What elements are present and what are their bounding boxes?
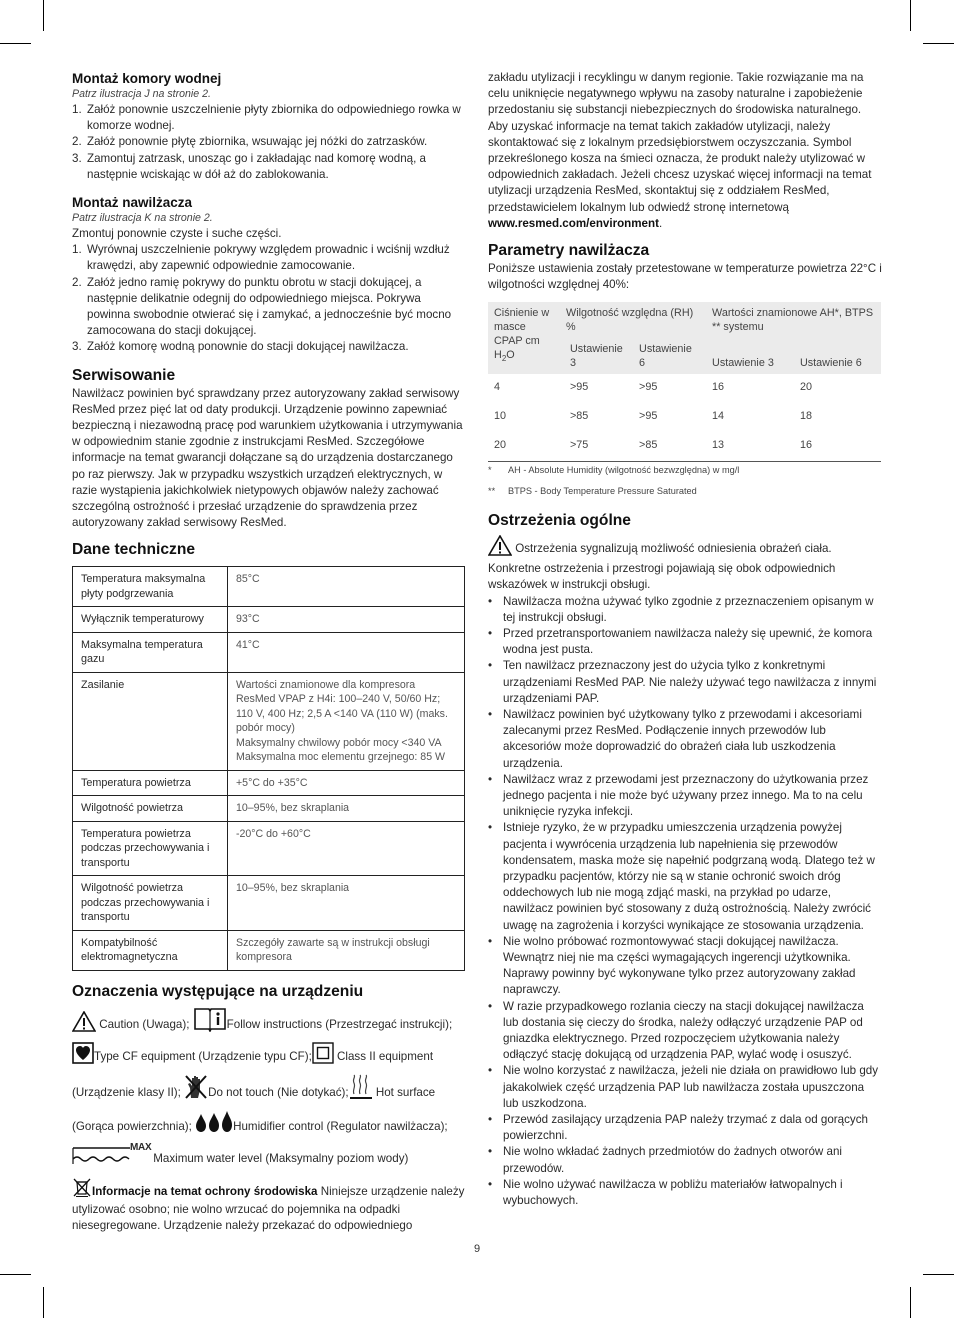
list-text: Załóż komorę wodną ponownie do stacji dokującej nawilżacza. xyxy=(87,340,409,354)
list-item xyxy=(72,134,466,150)
list-item: • W razie przypadkowego rozlania cieczy na stacji dokującej nawilżacza lub dostania się cieczy do środka, należy odłączyć urządzenie PAP od gniazdka elektrycznego. Przed rozpoczęciem użytkowania należy odłączyć stację dokującą od urządzenia PAP, wylać wodę i osuszyć. xyxy=(488,999,882,1064)
warnings-intro: Ostrzeżenia sygnalizują możliwość odniesienia obrażeń ciała. Konkretne ostrzeżenia i przestrogi pojawiają się obok odpowiednich wskazówek w instrukcji obsługi. xyxy=(488,535,882,594)
table-row xyxy=(488,374,881,403)
table-row xyxy=(73,632,465,672)
list-item: • Przewód zasilający urządzenia PAP należy trzymać z dala od gorących powierzchni. xyxy=(488,1112,882,1144)
column-header-rh: Wilgotność względna (RH) % xyxy=(562,302,702,338)
table-cell: 13 xyxy=(702,432,794,461)
do-not-touch-icon xyxy=(184,1074,208,1110)
warning-icon xyxy=(488,535,512,561)
list-item: • Istnieje ryzyko, że w przypadku umieszczenia urządzenia powyżej pacjenta i wywrócenia urządzenia lub napełnienia się przewodów kondensatem, maska może się napełnić podgrzaną wodą. Dlatego też w przypadku pacjentów, którzy nie są w stanie ochronić swoich dróg oddechowych lub nie mogą zdjąć maski, na przykład po udarze, nawilżacz powinien być stosowany z dużą ostrożnością. Należy zwrócić uwagę na zagrożenia i korzyści wynikające ze stosowania urządzenia. xyxy=(488,820,882,933)
humidifier-control-icon xyxy=(195,1110,233,1144)
section-title-symbols: Oznaczenia występujące na urządzeniu xyxy=(72,982,364,1000)
figure-reference: Patrz ilustracja K na stronie 2. xyxy=(72,212,213,225)
spec-label: Maksymalna temperatura gazu xyxy=(73,632,228,672)
column-header-ah: Wartości znamionowe AH*, BTPS ** systemu xyxy=(702,302,881,338)
list-item: • Nawilżacz wraz z przewodami jest przeznaczony do użytkowania przez jednego pacjenta i nie może być używany przez innego. Ma to na celu uniknięcie ryzyka infekcji. xyxy=(488,772,882,821)
list-text: Załóż ponownie płytę zbiornika, wsuwając jej nóżki do zatrzasków. xyxy=(87,135,428,149)
crop-mark xyxy=(43,1287,44,1318)
section-title-humidifier-parameters: Parametry nawilżacza xyxy=(488,242,650,260)
list-number: 3. xyxy=(72,340,82,354)
table-row xyxy=(488,403,881,432)
servicing-text: Nawilżacz powinien być sprawdzany przez autoryzowany zakład serwisowy ResMed przez pięć lat od daty produkcji. Urządzenie powinno zapewniać bezpieczną i niezawodną pracę pod warunkiem użytkowania i utrzymywania w odpowiednim stanie zgodnie z instrukcjami ResMed. Szczegółowe informacje na temat gwarancji dołączane są do urządzenia dostarczanego po raz pierwszy. Jak w przypadku wszystkich urządzeń elektrycznych, w razie wystąpienia jakichkolwiek nietypowych objawów należy zachować szczególną ostrożność i przesłać urządzenie do sprawdzenia przez autoryzowany zakład serwisowy ResMed. xyxy=(72,386,463,530)
list-item: • Nie wolno korzystać z nawilżacza, jeżeli nie działa on prawidłowo lub gdy jakakolwiek część urządzenia PAP lub nawilżacza została upuszczona lub uszkodzona. xyxy=(488,1063,882,1112)
footnote: ** BTPS - Body Temperature Pressure Saturated xyxy=(488,485,697,496)
symbols-text: Caution (Uwaga); Follow instructions (Przestrzegać instrukcji); Type CF equipment (Urządzenie typu CF); Class II equipment (Urządzenie klasy II); Do not touch (Nie dotykać); Hot surface (Gorąca powierzchnia); Humidifier control (Regulator nawilżacza); MAX Maximum water level (Maksymalny poziom wody) xyxy=(72,1006,466,1172)
section-title-humidifier-assembly: Montaż nawilżacza xyxy=(72,195,193,211)
spec-label: Wilgotność powietrza xyxy=(73,796,228,822)
list-text: Wyrównaj uszczelnienie pokrywy względem prowadnic i wciśnij wzdłuż krawędzi, aby zapewnić odpowiednie zamocowanie. xyxy=(87,243,450,273)
list-item: • Nie wolno wkładać żadnych przedmiotów do żadnych otworów ani przewodów. xyxy=(488,1144,882,1176)
list-item xyxy=(72,275,466,340)
table-cell: 20 xyxy=(488,432,562,461)
list-item: • Nie wolno używać nawilżacza w pobliżu materiałów łatwopalnych i wybuchowych. xyxy=(488,1177,882,1209)
table-cell: 16 xyxy=(794,432,881,461)
spec-label: Zasilanie xyxy=(73,672,228,770)
environment-text: Niniejsze urządzenie należy utylizować osobno; nie wolno wrzucać do pojemnika na odpadki niesegregowane. Urządzenie należy przekazać do odpowiedniego xyxy=(72,1184,465,1233)
right-column xyxy=(488,70,882,1209)
spec-value: Szczegóły zawarte są w instrukcji obsługi kompresora xyxy=(228,930,465,970)
environment-info xyxy=(72,1177,466,1235)
footnote: * AH - Absolute Humidity (wilgotność bezwzględna) w mg/l xyxy=(488,464,740,475)
list-item xyxy=(72,339,466,355)
list-text: Załóż ponownie uszczelnienie płyty zbiornika do odpowiedniego rowka w komorze wodnej. xyxy=(87,103,461,133)
list-item: • Nawilżacz powinien być użytkowany tylko z przewodami i akcesoriami zalecanymi przez ResMed. Podłączenie innych przewodów lub akcesoriów może doprowadzić do obrażeń ciała lub uszkodzenia urządzenia. xyxy=(488,707,882,772)
column-header-setting: Ustawienie 3 xyxy=(562,338,633,374)
technical-data-table xyxy=(72,566,465,971)
environment-link[interactable]: www.resmed.com/environment xyxy=(488,216,659,230)
spec-value: 41°C xyxy=(228,632,465,672)
type-cf-icon xyxy=(72,1042,94,1074)
crop-mark xyxy=(910,1287,911,1318)
parameters-intro: Poniższe ustawienia zostały przetestowane w temperaturze powietrza 22°C i wilgotności względnej 40%: xyxy=(488,262,882,292)
list-number: 2. xyxy=(72,275,82,289)
table-row xyxy=(73,796,465,822)
humidity-table xyxy=(488,302,881,462)
table-row xyxy=(488,432,881,461)
hot-surface-icon xyxy=(349,1074,373,1110)
table-cell: 20 xyxy=(799,381,812,394)
spec-value: +5°C do +35°C xyxy=(228,770,465,796)
humidifier-assembly-steps xyxy=(72,242,466,355)
list-number: 3. xyxy=(72,151,82,165)
column-header-setting: Ustawienie 6 xyxy=(794,338,881,374)
environment-text-continued: zakładu utylizacji i recyklingu w danym regionie. Takie rozwiązanie ma na celu uniknięcie negatywnego wpływu na zasoby naturalne i zapobieżenie przedostaniu się substancji niebezpiecznych do środowiska naturalnego. Aby uzyskać informacje na temat takich zakładów utylizacji, należy skontaktować się z lokalnym przedsiębiorstwem oczyszczania. Symbol przekreślonego kosza na śmieci oznacza, że produkt należy utylizować w odpowiednich zakładach. Jeżeli chcesz uzyskać więcej informacji na temat utylizacji urządzenia ResMed, skontaktuj się z oddziałem ResMed, przedstawicielem lokalnym lub odwiedź stronę internetową www.resmed.com/environment. xyxy=(488,71,872,230)
column-header-setting: Ustawienie 3 xyxy=(702,338,794,374)
spec-label: Temperatura powietrza xyxy=(73,770,228,796)
table-row xyxy=(73,770,465,796)
crop-mark xyxy=(0,1274,31,1275)
crop-mark xyxy=(923,1274,954,1275)
spec-label: Wyłącznik temperaturowy xyxy=(73,607,228,633)
table-row xyxy=(73,821,465,876)
table-row xyxy=(73,567,465,607)
water-chamber-steps xyxy=(72,102,466,183)
crop-mark xyxy=(43,0,44,31)
crossed-bin-icon xyxy=(72,1177,92,1202)
page-number: 9 xyxy=(473,1243,481,1255)
table-cell: >85 xyxy=(570,410,589,423)
table-cell: 4 xyxy=(494,381,501,394)
section-title-servicing: Serwisowanie xyxy=(72,366,176,384)
list-item: • Ten nawilżacz przeznaczony jest do użycia tylko z konkretnymi urządzeniami ResMed PAP. Nie należy używać tego nawilżacza z innymi urządzeniami PAP. xyxy=(488,658,882,707)
caution-icon xyxy=(72,1011,96,1042)
column-header-pressure: Ciśnienie w masce CPAP cm $H_2O$ xyxy=(488,302,562,374)
section-title-technical-data: Dane techniczne xyxy=(72,541,196,559)
list-item: • Nawilżacza można używać tylko zgodnie z przeznaczeniem opisanym w tej instrukcji obsługi. xyxy=(488,594,882,626)
left-column xyxy=(72,70,466,1235)
warnings-list xyxy=(488,594,882,1210)
column-header-setting: Ustawienie 6 xyxy=(633,338,702,374)
table-cell: 16 xyxy=(712,381,725,394)
list-item xyxy=(72,242,466,274)
assembly-intro: Zmontuj ponownie czyste i suche części. xyxy=(72,227,282,241)
spec-value: 93°C xyxy=(228,607,465,633)
spec-label: Temperatura powietrza podczas przechowywania i transportu xyxy=(73,821,228,876)
max-water-level-icon: MAX xyxy=(72,1144,150,1166)
table-cell: 18 xyxy=(799,410,812,423)
table-cell: >75 xyxy=(562,432,633,461)
spec-value: 10–95%, bez skraplania xyxy=(228,796,465,822)
spec-value: 85°C xyxy=(228,567,465,607)
crop-mark xyxy=(923,43,954,44)
list-item: • Nie wolno próbować rozmontowywać stacji dokującej nawilżacza. Wewnątrz niej nie ma części wymagających ingerencji użytkownika. Naprawy powinny być wykonywane tylko przez autoryzowany zakład naprawczy. xyxy=(488,934,882,999)
spec-value: Wartości znamionowe dla kompresora ResMed VPAP z H4i: 100–240 V, 50/60 Hz; 110 V, 400 Hz; 2,5 A <140 VA (110 W) (maks. pobór mocy) Maksymalny chwilowy pobór mocy <340 VA Maksymalna moc elementu grzejnego: 85 W xyxy=(228,672,465,770)
list-text: Załóż jedno ramię pokrywy do punktu obrotu w stacji dokującej, a następnie delikatnie odegnij do odpowiedniego miejsca. Pokrywa powinna swobodnie otwierać się i zamykać, a jednocześnie być mocno zamocowana do stacji dokującej. xyxy=(87,275,452,338)
list-number: 1. xyxy=(72,103,82,116)
spec-label: Temperatura maksymalna płyty podgrzewania xyxy=(73,567,228,607)
table-row xyxy=(73,672,465,770)
crop-mark xyxy=(0,43,31,44)
follow-instructions-icon xyxy=(193,1006,227,1042)
table-cell: 10 xyxy=(494,410,507,423)
list-number: 1. xyxy=(72,243,82,257)
section-title-general-warnings: Ostrzeżenia ogólne xyxy=(488,511,631,529)
table-cell: >95 xyxy=(570,381,589,394)
section-title-water-chamber: Montaż komory wodnej xyxy=(72,71,222,86)
class-ii-icon xyxy=(312,1042,334,1074)
table-row xyxy=(73,876,465,931)
list-item xyxy=(72,102,466,134)
table-cell: 14 xyxy=(712,410,725,423)
spec-label: Kompatybilność elektromagnetyczna xyxy=(73,930,228,970)
table-cell: >85 xyxy=(633,432,702,461)
spec-label: Wilgotność powietrza podczas przechowywania i transportu xyxy=(73,876,228,931)
crop-mark xyxy=(910,0,911,31)
spec-value: -20°C do +60°C xyxy=(228,821,465,876)
spec-value: 10–95%, bez skraplania xyxy=(228,876,465,931)
figure-reference: Patrz ilustracja J na stronie 2. xyxy=(72,88,211,100)
table-cell: >95 xyxy=(639,410,658,423)
environment-title: Informacje na temat ochrony środowiska xyxy=(92,1184,318,1198)
list-text: Zamontuj zatrzask, unosząc go i zakładając nad komorę wodną, a następnie wciskając w dół aż do zablokowania. xyxy=(87,151,426,181)
list-item: • Przed przetransportowaniem nawilżacza należy się upewnić, że komora wodna jest pusta. xyxy=(488,626,882,658)
table-row xyxy=(73,607,465,633)
table-cell: >95 xyxy=(639,381,658,394)
list-number: 2. xyxy=(72,135,82,149)
list-item xyxy=(72,151,466,183)
table-row xyxy=(73,930,465,970)
